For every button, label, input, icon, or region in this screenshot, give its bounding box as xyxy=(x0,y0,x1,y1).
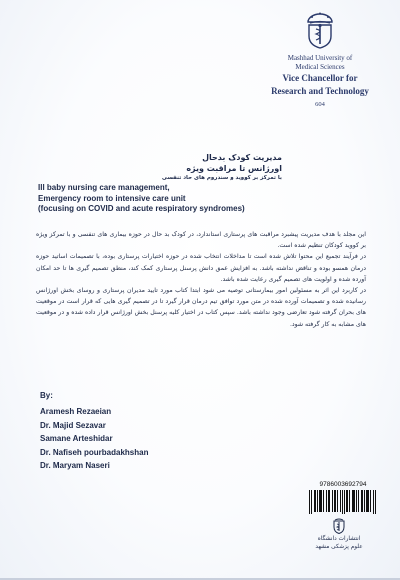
university-name-line-2: Medical Sciences xyxy=(295,62,345,71)
publisher-name-line-2: علوم پزشکی مشهد xyxy=(315,543,363,550)
university-emblem-icon xyxy=(303,12,337,50)
persian-description xyxy=(36,229,366,330)
vice-chancellor-line-2: Research and Technology xyxy=(271,86,369,96)
barcode-icon xyxy=(308,490,378,514)
university-header xyxy=(260,12,380,108)
authors-list xyxy=(40,389,148,472)
isbn-number: 9786003692794 xyxy=(319,481,367,488)
authors-label: By: xyxy=(40,391,53,400)
description-paragraph: در فرآیند تجمیع این محتوا تلاش شده است تا مداخلات انتخاب شده در حوزه اختیارات پرستاری بوده، با تصمیمات اساتید حوزه درمان همسو بوده و تناقض نداشته باشد. به افزایش عمق دانش پرسنل پرستاری کمک کند، منطق تصمیم گیری ها تا حد امکان آورده شده و اولویت های تصمیم گیری رعایت شده باشد. xyxy=(36,253,366,283)
publisher-emblem-icon xyxy=(332,518,346,534)
english-title xyxy=(38,183,245,215)
persian-title-line-1: مدیریت کودک بدحال xyxy=(202,153,282,162)
university-name-line-1: Mashhad University of xyxy=(287,54,353,62)
isbn-block xyxy=(308,481,378,514)
publisher-block xyxy=(304,518,374,551)
author-name: Dr. Maryam Naseri xyxy=(40,461,110,471)
persian-title-line-3: با تمرکز بر کووید و سندروم های حاد تنفسی xyxy=(161,175,282,181)
persian-title-line-2: اورژانس تا مراقبت ویژه xyxy=(186,164,282,173)
description-paragraph: این مجلد با هدف مدیریت پیشبرد مراقبت های پرستاری استاندارد، در کودک بد حال در حوزه بیماری های تنفسی و با تمرکز ویژه بر کووید کودکان تنظیم شده است. xyxy=(36,231,366,250)
author-name: Samane Arteshidar xyxy=(40,434,113,444)
vice-chancellor-line-1: Vice Chancellor for xyxy=(282,73,358,83)
english-title-line-3: (focusing on COVID and acute respiratory syndromes) xyxy=(38,204,245,213)
publication-number: 604 xyxy=(315,101,325,108)
author-name: Dr. Majid Sezavar xyxy=(40,420,106,430)
english-title-line-1: Ill baby nursing care management, xyxy=(38,183,170,192)
author-name: Aramesh Rezaeian xyxy=(40,407,112,417)
description-paragraph: در کاربرد این اثر به مسئولین امور بیمارستانی توصیه می شود ابتدا کتاب مورد تایید مدیران پرستاری و روسای بخش اورژانس رسانیده شده و تصمیمات آورده شده در متن مورد توافق تیم درمان قرار گیرد تا در تصمیم گیری هایی که قرار است در موقعیت های بحران گرفته شود تعارضی وجود نداشته باشد. سپس کتاب در اختیار کلیه پرسنل بخش اورژانس قرار داده شده و در موقعیت های مشابه به کار گرفته شود. xyxy=(36,287,366,328)
english-title-line-2: Emergency room to intensive care unit xyxy=(38,193,186,203)
persian-title xyxy=(162,152,282,182)
author-name: Dr. Nafiseh pourbadakhshan xyxy=(40,447,149,457)
publisher-name-line-1: انتشارات دانشگاه xyxy=(317,536,361,542)
